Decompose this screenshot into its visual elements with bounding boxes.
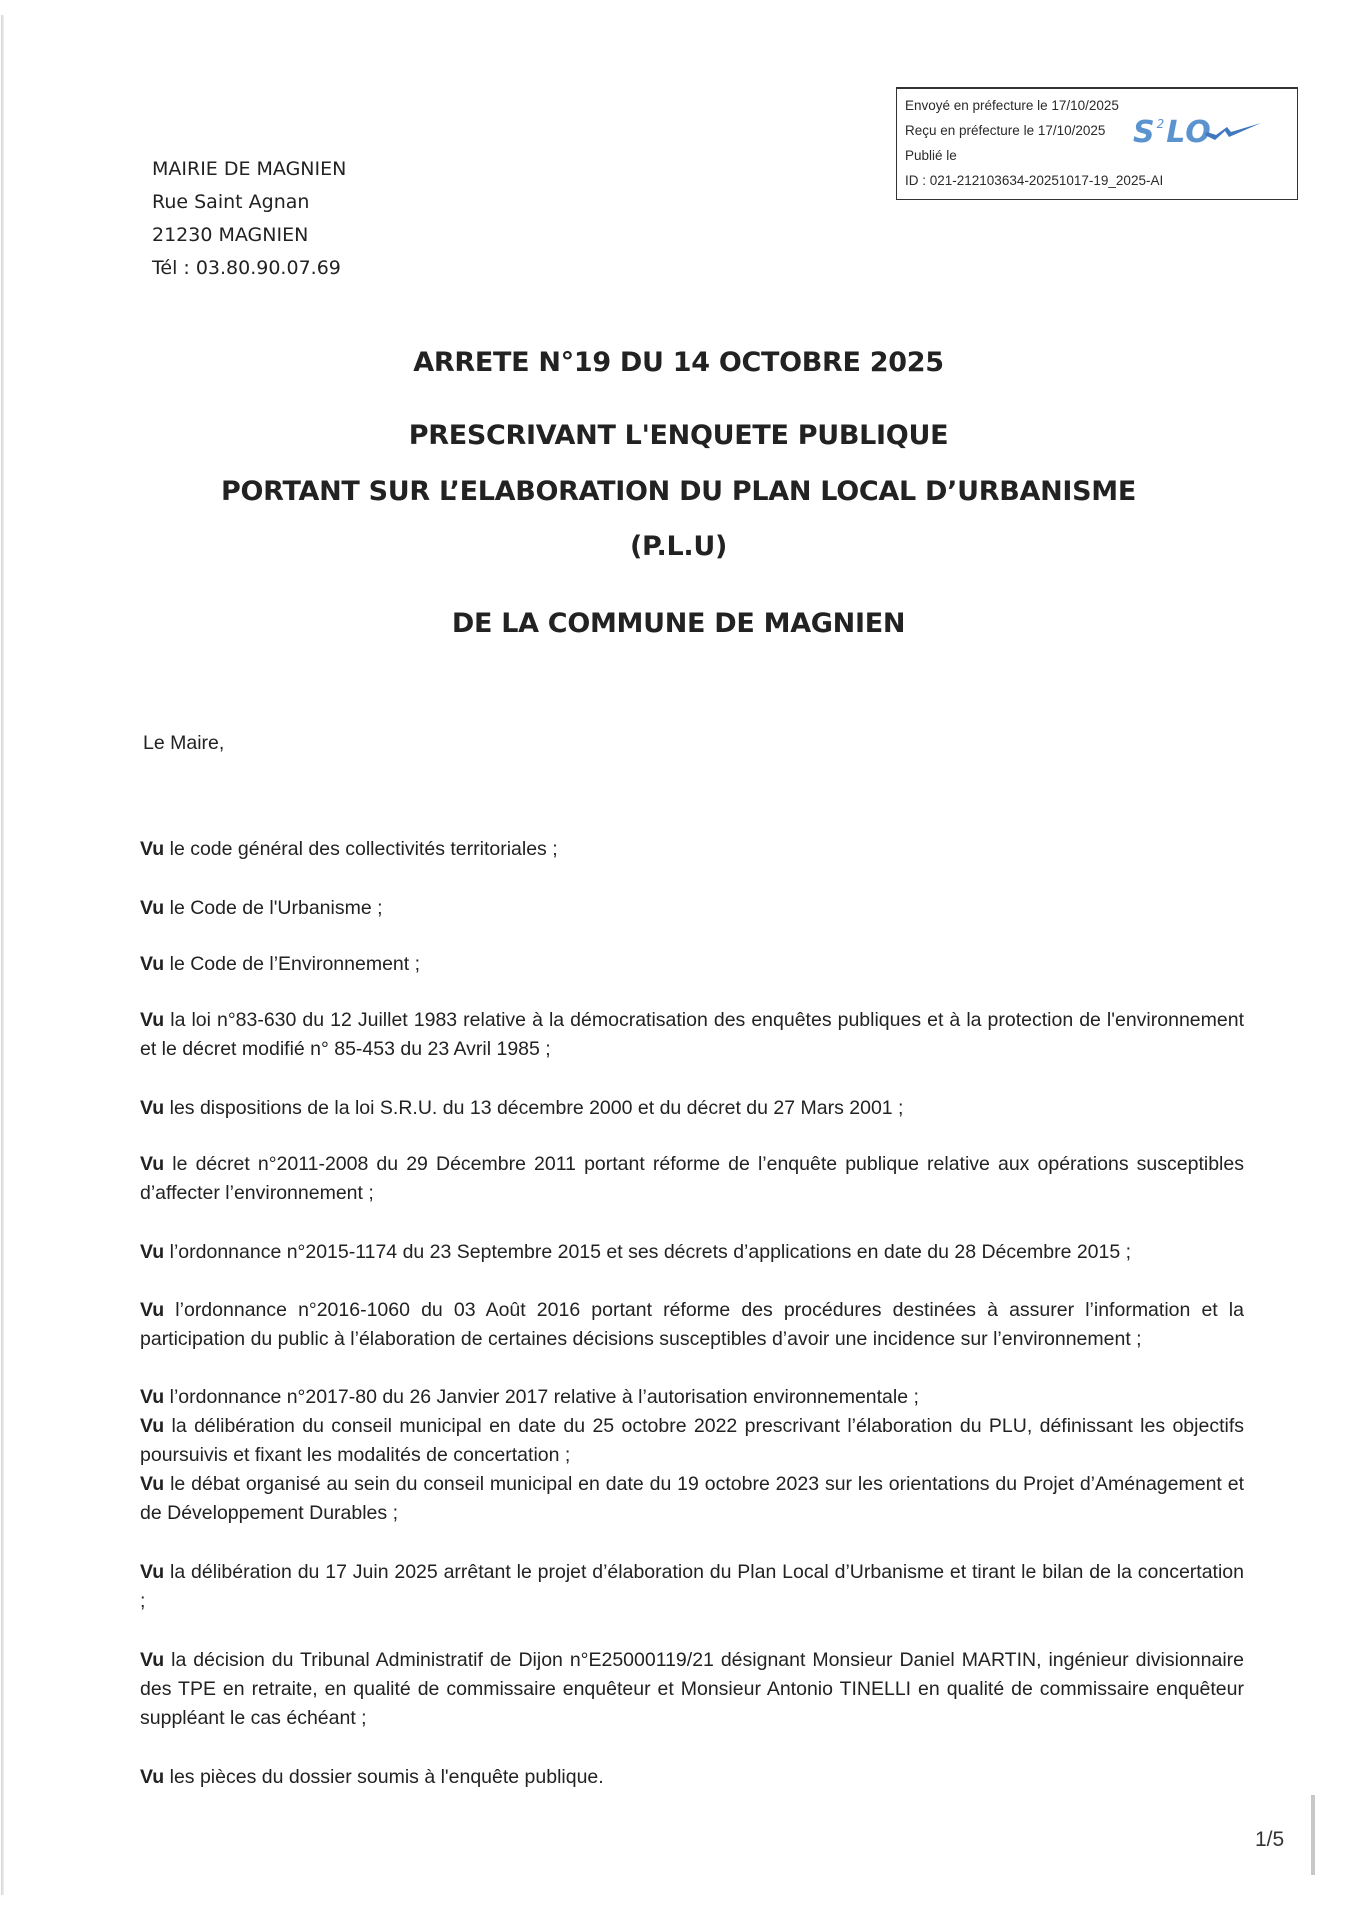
vu-label: Vu (140, 1766, 165, 1788)
consideration-item (140, 1412, 1244, 1470)
consideration-item (140, 1470, 1244, 1528)
consideration-text: le code général des collectivités territoriales ; (164, 838, 558, 860)
consideration-text: la délibération du 17 Juin 2025 arrêtant le projet d’élaboration du Plan Local d’Urbanisme et tirant le bilan de la concertation ; (140, 1561, 1244, 1612)
vu-label: Vu (140, 1299, 165, 1321)
decree-subject-line2: PORTANT SUR L’ELABORATION DU PLAN LOCAL D’URBANISME (221, 476, 1136, 507)
consideration-text: l’ordonnance n°2017-80 du 26 Janvier 2017 relative à l’autorisation environnementale ; (164, 1386, 919, 1408)
consideration-text: les dispositions de la loi S.R.U. du 13 décembre 2000 et du décret du 27 Mars 2001 ; (164, 1097, 904, 1119)
consideration-item (140, 1296, 1244, 1354)
consideration-item (140, 950, 1244, 979)
vu-label: Vu (140, 1649, 165, 1671)
stamp-published: Publié le (905, 148, 957, 163)
stamp-sent: Envoyé en préfecture le 17/10/2025 (905, 98, 1119, 113)
consideration-text: les pièces du dossier soumis à l'enquête publique. (164, 1766, 604, 1788)
vu-label: Vu (140, 1386, 165, 1408)
s2low-logo (1133, 115, 1212, 150)
vu-label: Vu (140, 953, 165, 975)
consideration-text: la délibération du conseil municipal en date du 25 octobre 2022 prescrivant l’élaboration du PLU, définissant les objectifs poursuivis et fixant les modalités de concertation ; (140, 1415, 1244, 1466)
decree-subject-line1: PRESCRIVANT L'ENQUETE PUBLIQUE (408, 420, 949, 451)
vu-label: Vu (140, 1561, 165, 1583)
consideration-text: l’ordonnance n°2016-1060 du 03 Août 2016 portant réforme des procédures destinées à assurer l’information et la participation du public à l’élaboration de certaines décisions susceptibles d’avoir une incidence sur l’environnement ; (140, 1299, 1244, 1350)
salutation: Le Maire, (143, 732, 225, 754)
sender-address (152, 153, 346, 285)
vu-label: Vu (140, 838, 165, 860)
mairie-name: MAIRIE DE MAGNIEN (152, 158, 347, 180)
vu-label: Vu (140, 1241, 165, 1263)
consideration-item (140, 1646, 1244, 1733)
consideration-text: l’ordonnance n°2015-1174 du 23 Septembre 2015 et ses décrets d’applications en date du 28 Décembre 2015 ; (164, 1241, 1132, 1263)
consideration-text: la décision du Tribunal Administratif de Dijon n°E25000119/21 désignant Monsieur Daniel MARTIN, ingénieur divisionnaire des TPE en retraite, en qualité de commissaire enquêteur et Monsieur Antonio TINELLI en qualité de commissaire enquêteur suppléant le cas échéant ; (140, 1649, 1244, 1729)
consideration-text: la loi n°83-630 du 12 Juillet 1983 relative à la démocratisation des enquêtes publiques et à la protection de l'environnement et le décret modifié n° 85-453 du 23 Avril 1985 ; (140, 1009, 1244, 1060)
consideration-text: le Code de l’Environnement ; (164, 953, 421, 975)
vu-label: Vu (140, 1009, 165, 1031)
consideration-item (140, 894, 1244, 923)
logo-lo: LO (1166, 115, 1212, 150)
consideration-item (140, 1763, 1244, 1792)
consideration-item (140, 1383, 1244, 1412)
checkmark-swoosh-icon (1203, 121, 1263, 143)
logo-s: S (1133, 115, 1156, 150)
consideration-text: le décret n°2011-2008 du 29 Décembre 2011 portant réforme de l’enquête publique relative aux opérations susceptibles d’affecter l’environnement ; (140, 1153, 1244, 1204)
consideration-item (140, 1006, 1244, 1064)
decree-commune: DE LA COMMUNE DE MAGNIEN (451, 608, 906, 639)
consideration-text: le Code de l'Urbanisme ; (164, 897, 383, 919)
consideration-text: le débat organisé au sein du conseil municipal en date du 19 octobre 2023 sur les orientations du Projet d’Aménagement et de Développement Durables ; (140, 1473, 1244, 1524)
vu-label: Vu (140, 1415, 165, 1437)
consideration-item (140, 835, 1244, 864)
consideration-item (140, 1238, 1244, 1267)
consideration-item (140, 1150, 1244, 1208)
decree-subject-line3: (P.L.U) (629, 531, 728, 562)
scan-edge-left (1, 15, 4, 1895)
address-city: 21230 MAGNIEN (152, 224, 309, 246)
prefecture-stamp (896, 87, 1298, 200)
vu-label: Vu (140, 1097, 165, 1119)
decree-number-title: ARRETE N°19 DU 14 OCTOBRE 2025 (413, 347, 944, 378)
address-phone: Tél : 03.80.90.07.69 (152, 257, 341, 279)
vu-label: Vu (140, 897, 165, 919)
stamp-received: Reçu en préfecture le 17/10/2025 (905, 123, 1106, 138)
page-number: 1/5 (1255, 1828, 1285, 1851)
stamp-id: ID : 021-212103634-20251017-19_2025-AI (905, 173, 1164, 188)
address-street: Rue Saint Agnan (152, 191, 310, 213)
consideration-item (140, 1558, 1244, 1616)
scan-edge-right (1311, 1795, 1315, 1875)
consideration-item (140, 1094, 1244, 1123)
logo-sup: 2 (1156, 117, 1166, 131)
vu-label: Vu (140, 1153, 165, 1175)
vu-label: Vu (140, 1473, 165, 1495)
